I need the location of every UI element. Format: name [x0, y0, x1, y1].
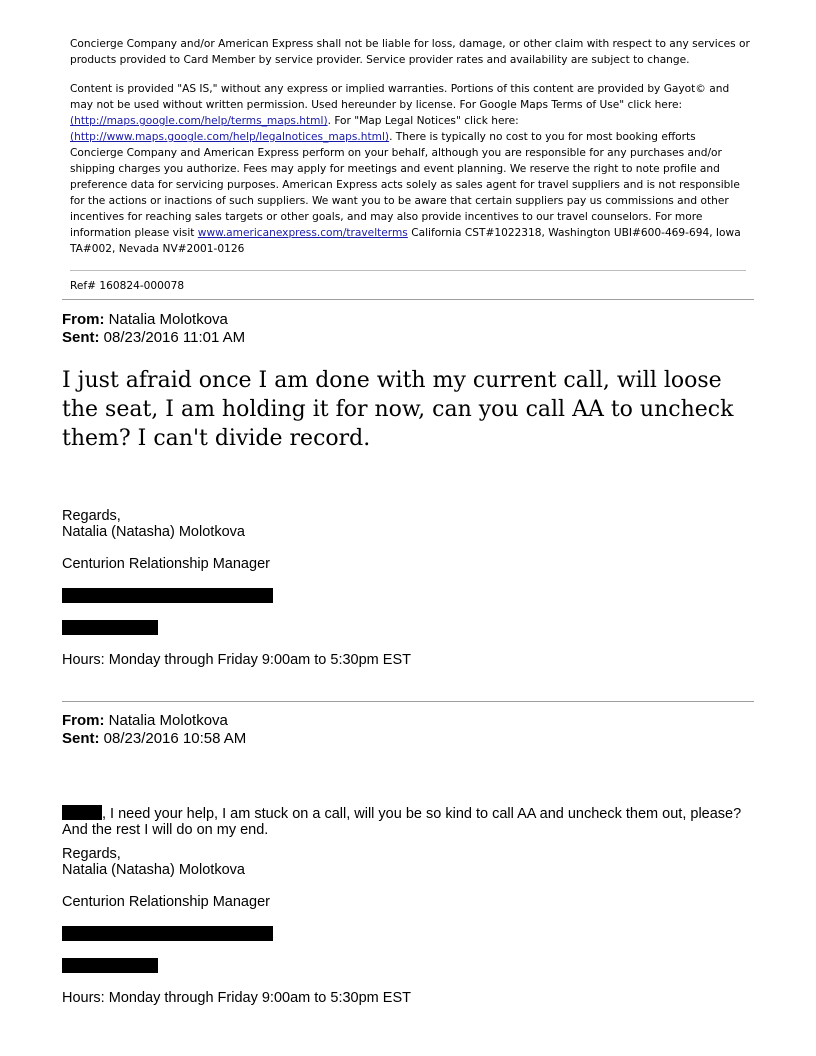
sender-name: Natalia Molotkova [108, 311, 228, 328]
sent-date: 08/23/2016 10:58 AM [103, 730, 247, 747]
email-1-from-line [62, 311, 228, 329]
disclaimer-paragraph-2 [70, 81, 750, 257]
map-legal-notices-link[interactable]: (http://www.maps.google.com/help/legalnotices_maps.html) [70, 131, 390, 143]
office-hours: Hours: Monday through Friday 9:00am to 5:30pm EST [62, 990, 411, 1006]
sender-name: Natalia Molotkova [108, 712, 228, 729]
signature-name: Natalia (Natasha) Molotkova [62, 862, 245, 878]
redaction-block [62, 926, 273, 941]
signature-title: Centurion Relationship Manager [62, 894, 270, 910]
google-maps-terms-link[interactable]: (http://maps.google.com/help/terms_maps.html) [70, 115, 328, 127]
email-2-sent-line [62, 730, 246, 748]
email-1-sent-line [62, 329, 245, 347]
disclaimer-text: California CST#1022318, Washington UBI#600-469-694, Iowa TA#002, Nevada NV#2001-0126 [70, 227, 741, 255]
reference-number: Ref# 160824-000078 [70, 280, 185, 292]
disclaimer-text: . For "Map Legal Notices" click here: [327, 115, 519, 127]
travel-terms-link[interactable]: www.americanexpress.com/travelterms [197, 227, 408, 239]
divider [62, 299, 754, 300]
disclaimer-text: . There is typically no cost to you for most booking efforts Concierge Company and American Express perform on your behalf, although you are responsible for any purchases and/or shipping charges you authorize. Fees may apply for meetings and event planning. We reserve the right to note profile and preference data for servicing purposes. American Express acts solely as sales agent for travel suppliers and is not responsible for the actions or inactions of such suppliers. We want you to be aware that certain suppliers pay us commissions and other incentives for reaching sales targets or other goals, and may also provide incentives to our travel counselors. For more information please visit [70, 131, 740, 239]
redaction-block [62, 805, 102, 820]
divider [62, 701, 754, 702]
redaction-block [62, 958, 158, 973]
email-1-body: I just afraid once I am done with my current call, will loose the seat, I am holding it for now, can you call AA to uncheck them? I can't divide record. [62, 368, 734, 451]
disclaimer [70, 36, 750, 270]
office-hours: Hours: Monday through Friday 9:00am to 5:30pm EST [62, 652, 411, 668]
sent-label: Sent: [62, 329, 100, 346]
email-2-from-line [62, 712, 228, 730]
regards: Regards, [62, 508, 121, 524]
sent-label: Sent: [62, 730, 100, 747]
disclaimer-text: Content is provided "AS IS," without any express or implied warranties. Portions of this content are provided by Gayot© and may not be used without written permission. Used hereunder by license. For Google Maps Terms of Use" click here: [70, 83, 730, 111]
sent-date: 08/23/2016 11:01 AM [103, 329, 246, 346]
from-label: From: [62, 712, 105, 729]
signature-title: Centurion Relationship Manager [62, 556, 270, 572]
email-2-body-text: , I need your help, I am stuck on a call, will you be so kind to call AA and uncheck them out, please? And the rest I will do on my end. [62, 806, 742, 838]
from-label: From: [62, 311, 105, 328]
redaction-block [62, 588, 273, 603]
disclaimer-paragraph-1: Concierge Company and/or American Express shall not be liable for loss, damage, or other claim with respect to any services or products provided to Card Member by service provider. Service provider rates and availability are subject to change. [70, 38, 750, 66]
divider [70, 270, 746, 271]
regards: Regards, [62, 846, 121, 862]
signature-name: Natalia (Natasha) Molotkova [62, 524, 245, 540]
redaction-block [62, 620, 158, 635]
email-2-body [62, 805, 762, 838]
